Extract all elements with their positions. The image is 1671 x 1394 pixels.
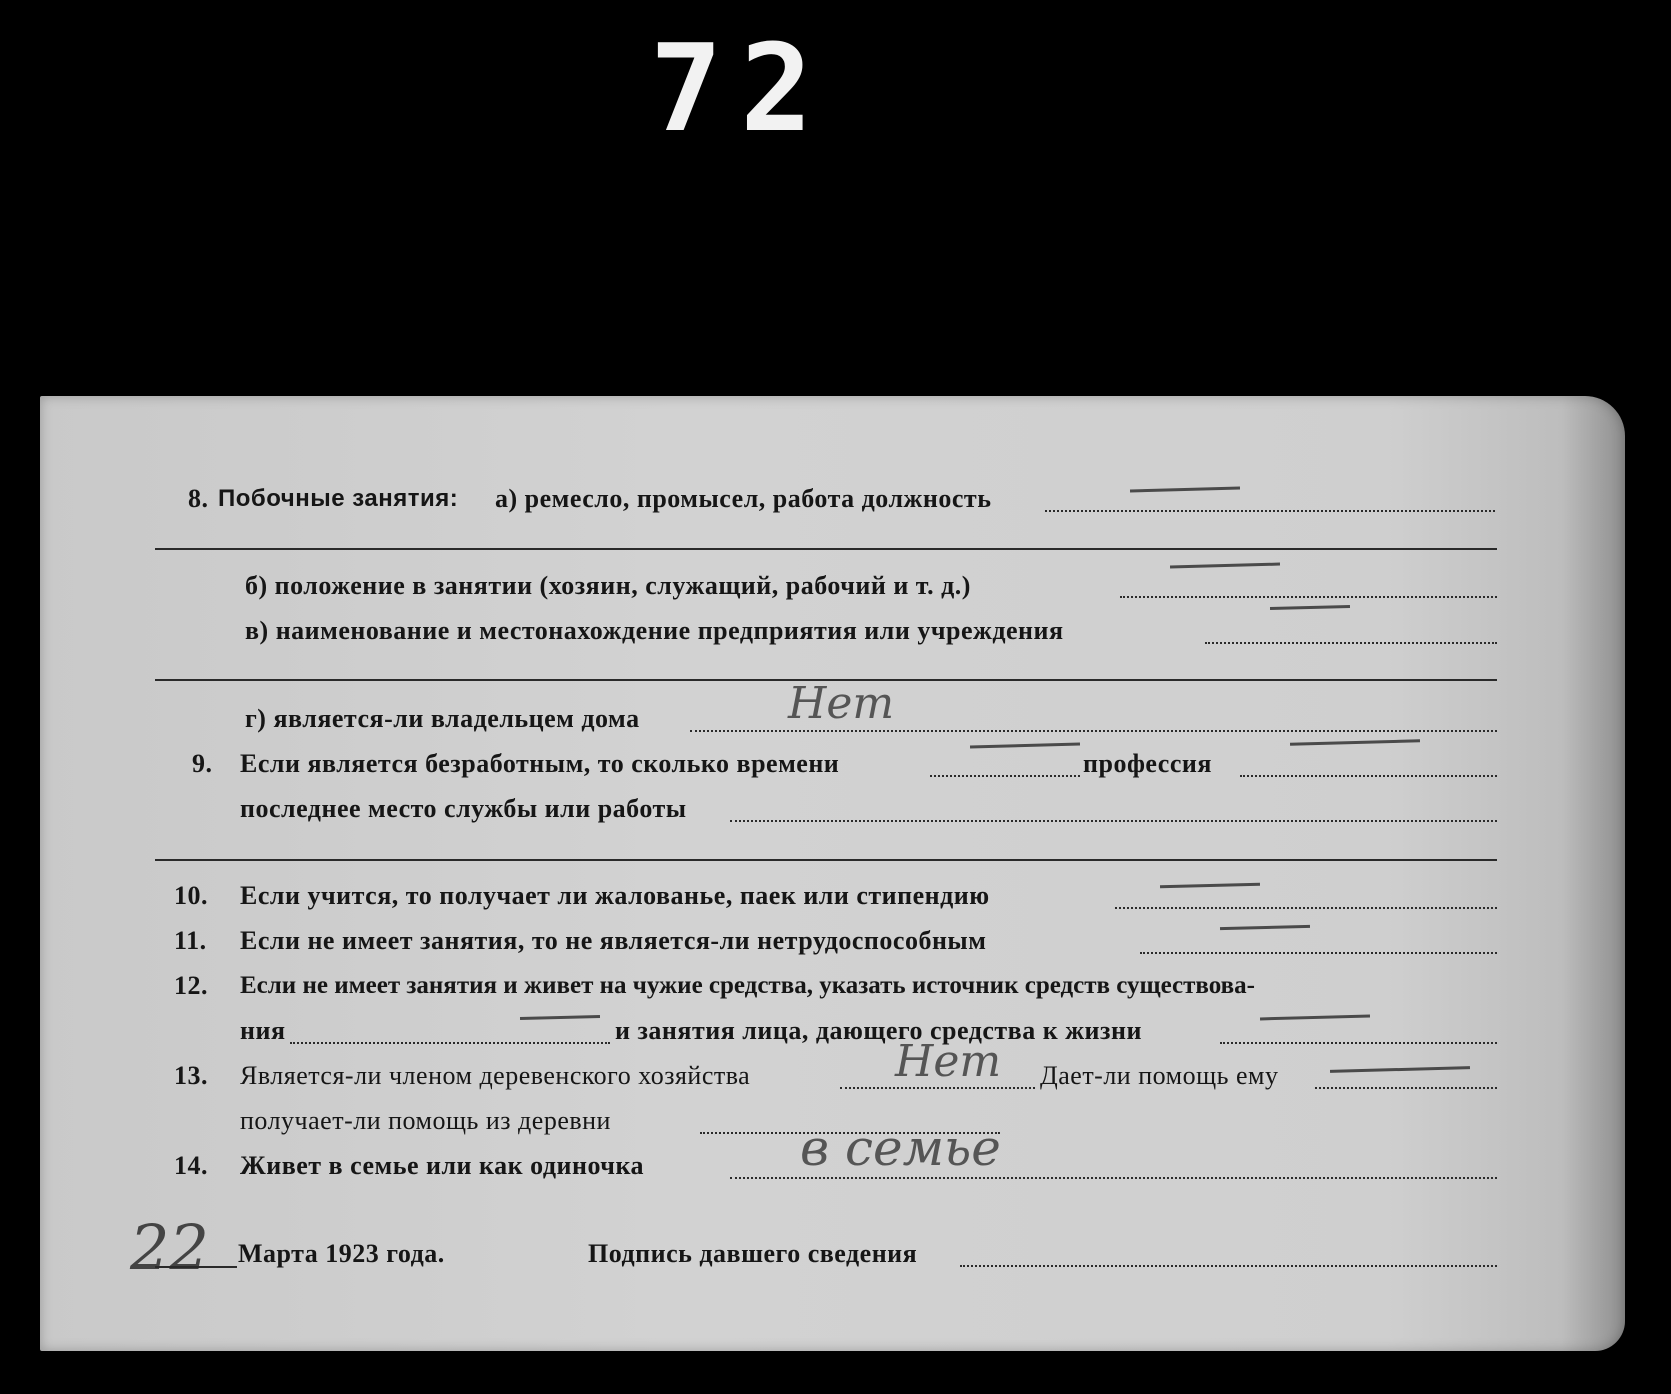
q8-a-label: а) ремесло, промысел, работа должность — [495, 484, 992, 513]
q8-v-field — [1205, 642, 1497, 644]
q8-a-continuation-line — [155, 548, 1497, 550]
q13-text1b: Дает-ли помощь ему — [1040, 1061, 1279, 1090]
q8-a-dash — [1130, 487, 1240, 493]
q13-answer: Нет — [895, 1036, 1002, 1087]
q8-b-label: б) положение в занятии (хозяин, служащий, рабочий и т. д.) — [245, 571, 971, 600]
q8-g-field — [690, 730, 1497, 732]
q14-answer: в семье — [800, 1119, 1001, 1177]
q13-member-field — [840, 1087, 1035, 1089]
q13-text2: получает-ли помощь из деревни — [240, 1106, 611, 1135]
q13-help-field — [1315, 1087, 1497, 1089]
q11-text: Если не имеет занятия, то не является-ли нетрудоспособным — [240, 926, 987, 955]
q12-text1: Если не имеет занятия и живет на чужие средства, указать источник средств существова- — [240, 972, 1255, 999]
q11-field — [1140, 952, 1497, 954]
q12-occupation-dash — [1260, 1015, 1370, 1021]
q8-v-label: в) наименование и местонахождение предприятия или учреждения — [245, 616, 1064, 645]
q8-b-dash — [1170, 563, 1280, 569]
q8-g-label: г) является-ли владельцем дома — [245, 704, 640, 733]
q10-text: Если учится, то получает ли жалованье, паек или стипендию — [240, 881, 990, 910]
q12-text2a: ния — [240, 1016, 286, 1045]
q9-last-job-field — [730, 820, 1497, 822]
q8-a-field — [1045, 510, 1495, 512]
q9-text1: Если является безработным, то сколько времени — [240, 749, 840, 778]
census-form-card — [40, 396, 1625, 1351]
footer-date: Марта 1923 года. — [238, 1239, 445, 1268]
q12-source-field — [290, 1042, 610, 1044]
q9-profession-dash — [1290, 739, 1420, 745]
q12-text2b: и занятия лица, дающего средства к жизни — [615, 1016, 1142, 1045]
q8-v-dash — [1270, 605, 1350, 610]
q14-field — [730, 1177, 1497, 1179]
footer-day-underline — [155, 1266, 237, 1268]
q8-b-field — [1120, 596, 1497, 598]
q8-number: 8. — [188, 484, 209, 513]
q8-title: Побочные занятия: — [218, 485, 459, 512]
q12-number: 12. — [174, 971, 208, 1000]
footer-signature-label: Подпись давшего сведения — [588, 1239, 918, 1268]
q11-dash — [1220, 925, 1310, 930]
q13-number: 13. — [174, 1061, 208, 1090]
q10-number: 10. — [174, 881, 208, 910]
q9-profession-field — [1240, 775, 1497, 777]
q14-number: 14. — [174, 1151, 208, 1180]
q13-text1: Является-ли членом деревенского хозяйства — [240, 1061, 751, 1090]
q12-occupation-field — [1220, 1042, 1497, 1044]
frame-number: 72 — [650, 20, 831, 159]
q9-time-field — [930, 775, 1080, 777]
q9-text2: последнее место службы или работы — [240, 794, 687, 823]
q9-profession-label: профессия — [1083, 749, 1212, 778]
footer-day: 22 — [130, 1211, 209, 1284]
q10-field — [1115, 907, 1497, 909]
q10-dash — [1160, 883, 1260, 889]
q12-source-dash — [520, 1015, 600, 1020]
q14-text: Живет в семье или как одиночка — [240, 1151, 645, 1180]
q11-number: 11. — [174, 926, 207, 955]
q8-g-answer: Нет — [788, 678, 895, 729]
q9-time-dash — [970, 743, 1080, 749]
q13-help-dash — [1330, 1066, 1470, 1073]
footer-signature-field — [960, 1265, 1497, 1267]
q9-continuation-line — [155, 859, 1497, 861]
q9-number: 9. — [192, 749, 213, 778]
